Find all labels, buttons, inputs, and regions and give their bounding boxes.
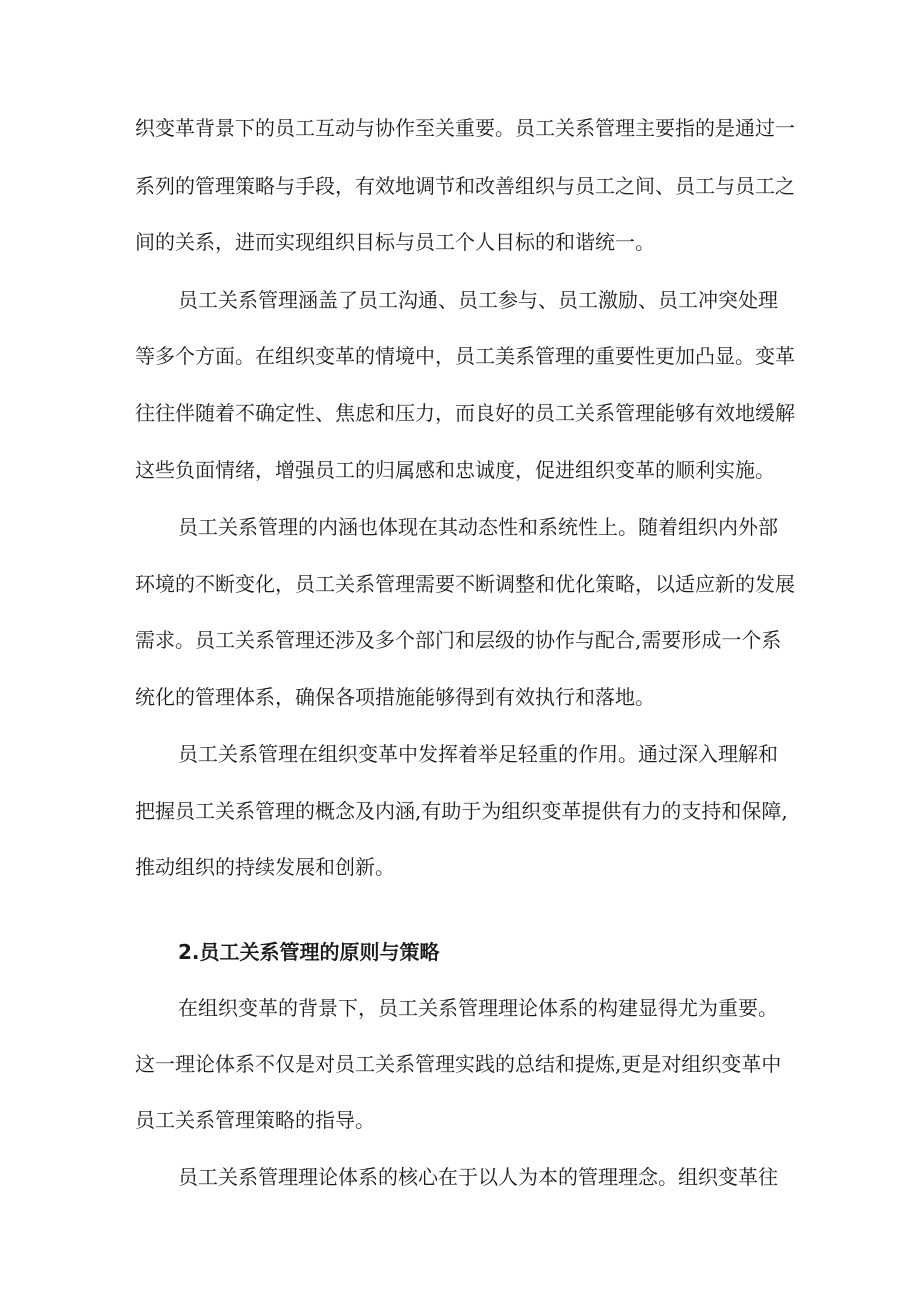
paragraph-2-line-2: 等多个方面。在组织变革的情境中，员工美系管理的重要性更加凸显。变革 <box>135 344 795 368</box>
section-paragraph-1-line-3: 员工关系管理策略的指导。 <box>135 1108 375 1132</box>
paragraph-4-line-3: 推动组织的持续发展和创新。 <box>135 855 395 879</box>
section-paragraph-1-line-1: 在组织变革的背景下，员工关系管理理论体系的构建显得尤为重要。 <box>178 996 778 1020</box>
section-paragraph-2-line-1: 员工关系管理理论体系的核心在于以人为本的管理理念。组织变革往 <box>178 1165 778 1189</box>
paragraph-2-line-4: 这些负面情绪，增强员工的归属感和忠诚度，促进组织变革的顺利实施。 <box>135 458 775 482</box>
paragraph-2-line-3: 往往伴随着不确定性、焦虑和压力，而良好的员工关系管理能够有效地缓解 <box>135 401 795 425</box>
paragraph-3-line-4: 统化的管理体系，确保各项措施能够得到有效执行和落地。 <box>135 685 655 709</box>
section-heading: 2.员工关系管理的原则与策略 <box>178 940 440 964</box>
paragraph-3-line-3: 需求。员工关系管理还涉及多个部门和层级的协作与配合,需要形成一个系 <box>135 628 782 652</box>
paragraph-3-line-1: 员工关系管理的内涵也体现在其动态性和系统性上。随着组织内外部 <box>178 515 778 539</box>
section-paragraph-1-line-2: 这一理论体系不仅是对员工关系管理实践的总结和提炼,更是对组织变革中 <box>135 1052 782 1076</box>
paragraph-3-line-2: 环境的不断变化，员工关系管理需要不断调整和优化策略，以适应新的发展 <box>135 572 795 596</box>
paragraph-2-line-1: 员工关系管理涵盖了员工沟通、员工参与、员工激励、员工冲突处理 <box>178 288 778 312</box>
paragraph-4-line-1: 员工关系管理在组织变革中发挥着举足轻重的作用。通过深入理解和 <box>178 742 778 766</box>
paragraph-1-line-1: 织变革背景下的员工互动与协作至关重要。员工关系管理主要指的是通过一 <box>135 116 795 140</box>
paragraph-1-line-2: 系列的管理策略与手段，有效地调节和改善组织与员工之间、员工与员工之 <box>135 174 795 198</box>
paragraph-1-line-3: 间的关系，进而实现组织目标与员工个人目标的和谐统一。 <box>135 230 655 254</box>
paragraph-4-line-2: 把握员工关系管理的概念及内涵,有助于为组织变革提供有力的支持和保障, <box>135 799 788 823</box>
